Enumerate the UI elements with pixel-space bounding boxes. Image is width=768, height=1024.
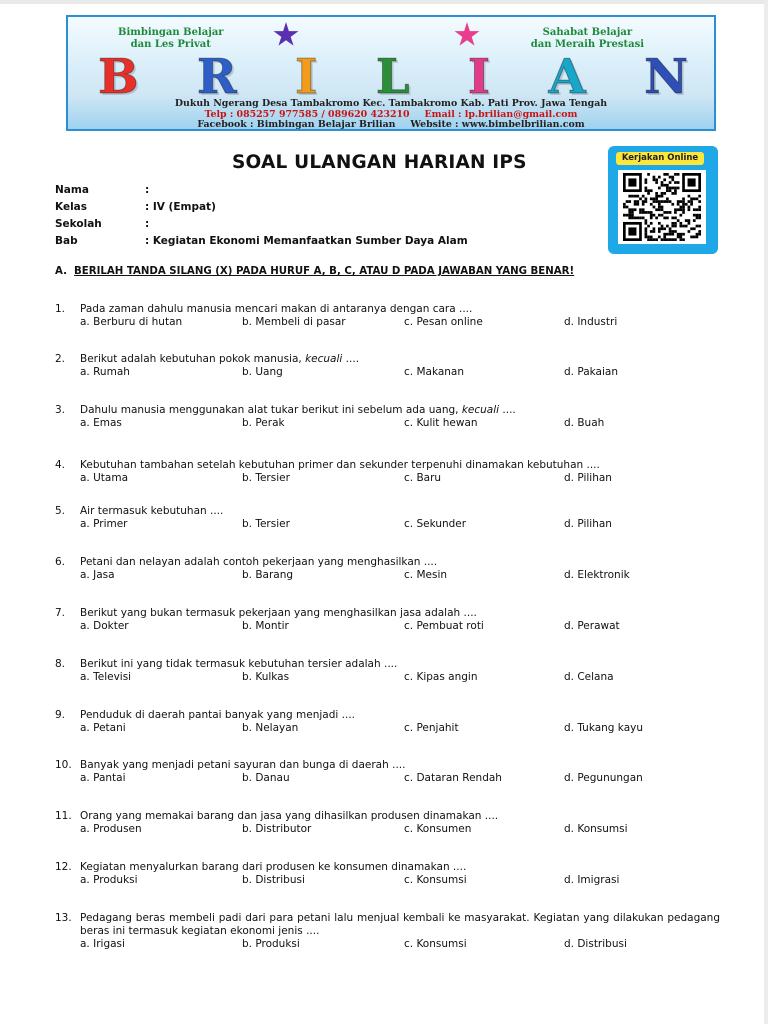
info-value: : (145, 184, 150, 196)
answer-option-d[interactable]: d. Elektronik (564, 569, 630, 581)
answer-option-c[interactable]: c. Kulit hewan (404, 417, 478, 429)
answer-option-d[interactable]: d. Tukang kayu (564, 722, 644, 734)
answer-options (80, 671, 720, 685)
answer-option-d[interactable]: d. Perawat (564, 620, 620, 632)
question-item (55, 353, 720, 380)
answer-option-b[interactable]: b. Distributor (242, 823, 312, 835)
qr-code[interactable] (618, 170, 706, 244)
answer-option-d[interactable]: d. Pilihan (564, 518, 612, 530)
logo-letter: N (644, 49, 688, 105)
answer-option-b[interactable]: b. Montir (242, 620, 289, 632)
question-text (80, 709, 720, 722)
question-item (55, 459, 720, 486)
question-item (55, 556, 720, 583)
question-number: 5. (55, 505, 66, 517)
answer-option-a[interactable]: a. Rumah (80, 366, 130, 378)
question-number: 9. (55, 709, 66, 721)
question-text (80, 658, 720, 671)
answer-option-a[interactable]: a. Produksi (80, 874, 138, 886)
answer-option-b[interactable]: b. Membeli di pasar (242, 316, 346, 328)
question-text-main: Petani dan nelayan adalah contoh pekerjaan yang menghasilkan .... (80, 556, 438, 568)
answer-option-a[interactable]: a. Pantai (80, 772, 126, 784)
answer-options (80, 316, 720, 330)
answer-option-d[interactable]: d. Konsumsi (564, 823, 628, 835)
answer-option-b[interactable]: b. Nelayan (242, 722, 299, 734)
question-number: 3. (55, 404, 66, 416)
contact-block (68, 99, 714, 131)
question-number: 12. (55, 861, 72, 873)
answer-options (80, 366, 720, 380)
answer-option-d[interactable]: d. Pakaian (564, 366, 618, 378)
answer-option-c[interactable]: c. Penjahit (404, 722, 459, 734)
header-banner (66, 15, 716, 131)
info-label: Kelas (55, 201, 88, 213)
answer-option-c[interactable]: c. Konsumen (404, 823, 472, 835)
question-item (55, 810, 720, 837)
question-item (55, 607, 720, 634)
section-instruction (55, 266, 574, 277)
question-text-end: .... (342, 353, 360, 365)
tagline-left (118, 27, 224, 51)
logo-letter: R (196, 49, 237, 105)
answer-option-c[interactable]: c. Pesan online (404, 316, 483, 328)
question-number: 7. (55, 607, 66, 619)
logo-letter: L (375, 49, 410, 105)
instruction-text: BERILAH TANDA SILANG (X) PADA HURUF A, B, C, ATAU D PADA JAWABAN YANG BENAR! (74, 266, 575, 277)
answer-option-b[interactable]: b. Kulkas (242, 671, 290, 683)
qr-label: Kerjakan Online (616, 152, 704, 165)
answer-options (80, 472, 720, 486)
question-item (55, 303, 720, 330)
answer-option-c[interactable]: c. Mesin (404, 569, 448, 581)
answer-option-b[interactable]: b. Uang (242, 366, 283, 378)
answer-option-b[interactable]: b. Distribusi (242, 874, 305, 886)
question-text (80, 404, 720, 417)
tagline-right-line1: Sahabat Belajar (542, 27, 633, 38)
address: Dukuh Ngerang Desa Tambakromo Kec. Tambakromo Kab. Pati Prov. Jawa Tengah (174, 98, 608, 109)
answer-option-d[interactable]: d. Industri (564, 316, 618, 328)
tagline-right (531, 27, 644, 51)
question-number: 4. (55, 459, 66, 471)
question-number: 6. (55, 556, 66, 568)
answer-option-d[interactable]: d. Pegunungan (564, 772, 643, 784)
answer-option-a[interactable]: a. Emas (80, 417, 122, 429)
answer-option-d[interactable]: d. Celana (564, 671, 614, 683)
logo-letter: A (548, 49, 586, 105)
info-label: Sekolah (55, 218, 102, 230)
logo-letter: I (467, 49, 491, 105)
answer-option-b[interactable]: b. Perak (242, 417, 285, 429)
online-qr-card[interactable] (608, 146, 718, 254)
email: Email : lp.brilian@gmail.com (424, 108, 578, 120)
answer-options (80, 569, 720, 583)
answer-option-b[interactable]: b. Tersier (242, 472, 290, 484)
question-text-main: Pedagang beras membeli padi dari para petani lalu menjual kembali ke masyarakat. Kegiatan yang dilakukan pedagang beras ini termasuk kegiatan ekonomi jenis .... (80, 912, 720, 937)
answer-option-a[interactable]: a. Produsen (80, 823, 142, 835)
answer-option-c[interactable]: c. Dataran Rendah (404, 772, 502, 784)
question-text-main: Berikut ini yang tidak termasuk kebutuhan tersier adalah .... (80, 658, 398, 670)
answer-option-c[interactable]: c. Pembuat roti (404, 620, 484, 632)
question-text-main: Kebutuhan tambahan setelah kebutuhan primer dan sekunder terpenuhi dinamakan kebutuhan .... (80, 459, 600, 471)
question-number: 2. (55, 353, 66, 365)
page-right-edge (764, 0, 768, 1024)
tagline-right-line2: dan Meraih Prestasi (530, 39, 644, 50)
answer-option-a[interactable]: a. Jasa (80, 569, 115, 581)
question-text-main: Kegiatan menyalurkan barang dari produsen ke konsumen dinamakan .... (80, 861, 467, 873)
question-text (80, 759, 720, 772)
answer-option-a[interactable]: a. Dokter (80, 620, 129, 632)
page-title: SOAL ULANGAN HARIAN IPS (232, 152, 527, 173)
question-text-end: .... (499, 404, 516, 416)
question-number: 13. (55, 912, 72, 924)
answer-option-a[interactable]: a. Televisi (80, 671, 132, 683)
answer-option-c[interactable]: c. Sekunder (404, 518, 467, 530)
star-purple-icon (273, 22, 299, 48)
answer-options (80, 874, 720, 888)
question-text-main: Pada zaman dahulu manusia mencari makan di antaranya dengan cara .... (80, 303, 473, 315)
question-number: 10. (55, 759, 72, 771)
answer-options (80, 823, 720, 837)
phone: Telp : 085257 977585 / 089620 423210 (204, 108, 410, 120)
question-number: 1. (55, 303, 66, 315)
answer-options (80, 417, 720, 431)
answer-options (80, 722, 720, 736)
question-text-main: Dahulu manusia menggunakan alat tukar berikut ini sebelum ada uang, (80, 404, 462, 416)
answer-option-a[interactable]: a. Berburu di hutan (80, 316, 183, 328)
question-item (55, 505, 720, 532)
answer-option-c[interactable]: c. Makanan (404, 366, 465, 378)
answer-option-c[interactable]: c. Konsumsi (404, 938, 467, 950)
question-text-main: Berikut adalah kebutuhan pokok manusia, (80, 353, 306, 365)
question-text-main: Air termasuk kebutuhan .... (80, 505, 224, 517)
answer-option-b[interactable]: b. Danau (242, 772, 290, 784)
tagline-left-line1: Bimbingan Belajar (118, 27, 224, 38)
question-text (80, 505, 720, 518)
facebook: Facebook : Bimbingan Belajar Brilian (197, 119, 396, 130)
question-text-emphasis: kecuali (305, 353, 343, 365)
question-text-main: Banyak yang menjadi petani sayuran dan bunga di daerah .... (80, 759, 406, 771)
answer-option-a[interactable]: a. Irigasi (80, 938, 125, 950)
answer-option-c[interactable]: c. Kipas angin (404, 671, 478, 683)
question-text (80, 912, 720, 938)
answer-option-d[interactable]: d. Distribusi (564, 938, 627, 950)
tagline-left-line2: dan Les Privat (130, 39, 211, 50)
question-item (55, 709, 720, 736)
answer-option-d[interactable]: d. Pilihan (564, 472, 612, 484)
answer-option-d[interactable]: d. Buah (564, 417, 605, 429)
answer-option-c[interactable]: c. Baru (404, 472, 442, 484)
question-text (80, 810, 720, 823)
question-number: 11. (55, 810, 72, 822)
question-text (80, 607, 720, 620)
question-text (80, 556, 720, 569)
section-prefix: A. (55, 266, 67, 277)
question-text-main: Berikut yang bukan termasuk pekerjaan yang menghasilkan jasa adalah .... (80, 607, 477, 619)
answer-option-c[interactable]: c. Konsumsi (404, 874, 467, 886)
info-value: : (145, 218, 150, 230)
answer-option-b[interactable]: b. Barang (242, 569, 294, 581)
question-item (55, 861, 720, 888)
answer-options (80, 938, 720, 952)
logo-letter: B (98, 49, 139, 105)
answer-options (80, 518, 720, 532)
question-item (55, 759, 720, 786)
page-top-edge (0, 0, 768, 4)
website: Website : www.bimbelbrilian.com (410, 119, 585, 130)
question-number: 8. (55, 658, 66, 670)
answer-option-b[interactable]: b. Tersier (242, 518, 290, 530)
info-label: Nama (55, 184, 89, 196)
qr-code-icon (623, 173, 701, 241)
question-text-emphasis: kecuali (461, 404, 500, 416)
question-text-main: Orang yang memakai barang dan jasa yang dihasilkan produsen dinamakan .... (80, 810, 499, 822)
question-text (80, 459, 720, 472)
answer-option-a[interactable]: a. Petani (80, 722, 126, 734)
logo-letter: I (295, 49, 318, 105)
answer-option-b[interactable]: b. Produksi (242, 938, 300, 950)
star-pink-icon (454, 22, 480, 48)
question-text (80, 861, 720, 874)
info-value: : Kegiatan Ekonomi Memanfaatkan Sumber Daya Alam (145, 235, 468, 247)
question-text (80, 303, 720, 316)
info-label: Bab (55, 235, 78, 247)
answer-options (80, 620, 720, 634)
question-item (55, 404, 720, 431)
question-text (80, 353, 720, 366)
info-value: : IV (Empat) (145, 201, 216, 213)
answer-option-a[interactable]: a. Utama (80, 472, 129, 484)
answer-option-a[interactable]: a. Primer (80, 518, 128, 530)
question-item (55, 912, 720, 952)
question-text-main: Penduduk di daerah pantai banyak yang menjadi .... (80, 709, 356, 721)
answer-options (80, 772, 720, 786)
question-item (55, 658, 720, 685)
answer-option-d[interactable]: d. Imigrasi (564, 874, 620, 886)
